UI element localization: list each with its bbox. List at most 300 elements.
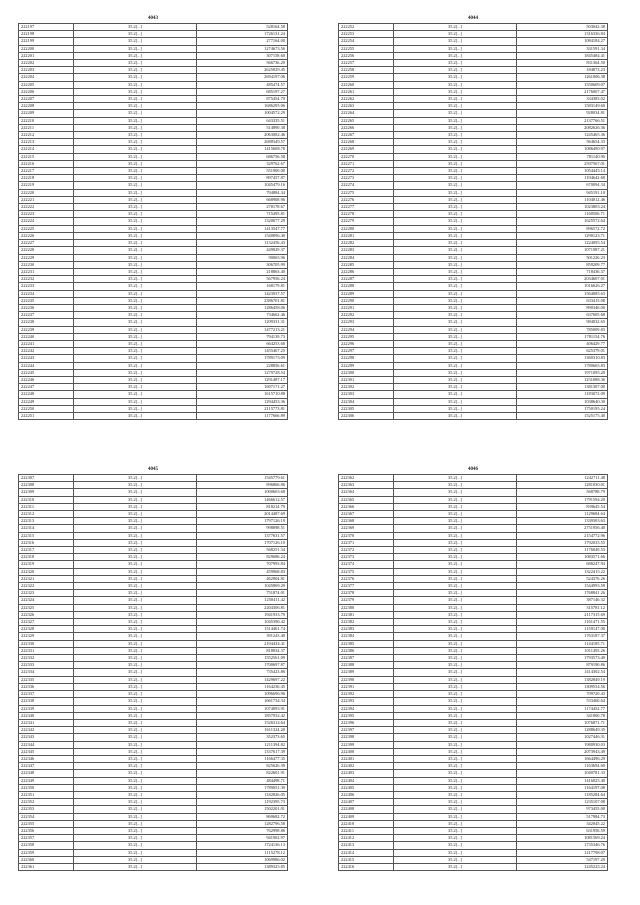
value-cell: 406429.77 [517, 340, 608, 347]
coordinate-cell: 35.2[...] [74, 153, 197, 160]
table-row [19, 770, 288, 777]
table-row [19, 348, 288, 355]
coordinate-cell: 35.2[...] [394, 290, 517, 297]
table-row [19, 784, 288, 791]
row-id-cell: 222333 [19, 662, 74, 669]
table-row [339, 583, 608, 590]
value-cell: 334383.02 [517, 96, 608, 103]
table-row [19, 640, 288, 647]
table-row [339, 52, 608, 59]
value-cell: 781140.96 [517, 153, 608, 160]
value-cell: 2194434.41 [197, 640, 288, 647]
table-row [19, 633, 288, 640]
table-row [19, 655, 288, 662]
row-id-cell: 222413 [339, 842, 394, 849]
value-cell: 2625829.45 [197, 67, 288, 74]
value-cell: 1750195.24 [517, 405, 608, 412]
coordinate-cell: 35.2[...] [394, 856, 517, 863]
row-id-cell: 222363 [339, 482, 394, 489]
value-cell: 998898.51 [197, 525, 288, 532]
coordinate-cell: 35.2[...] [74, 261, 197, 268]
row-id-cell: 222305 [339, 405, 394, 412]
table-row [339, 304, 608, 311]
coordinate-cell: 35.2[...] [74, 539, 197, 546]
table-row [19, 619, 288, 626]
value-cell: 1797126.19 [197, 518, 288, 525]
row-id-cell: 222235 [19, 297, 74, 304]
row-id-cell: 222381 [339, 611, 394, 618]
value-cell: 668908.96 [197, 196, 288, 203]
table-row [19, 554, 288, 561]
value-cell: 1160506.71 [517, 211, 608, 218]
table-row [339, 45, 608, 52]
coordinate-cell: 35.2[...] [74, 799, 197, 806]
table-row [19, 813, 288, 820]
coordinate-cell: 35.2[...] [394, 153, 517, 160]
value-cell: 890346.00 [517, 304, 608, 311]
coordinate-cell: 35.2[...] [394, 633, 517, 640]
value-cell: 1023803.24 [517, 204, 608, 211]
row-id-cell: 222397 [339, 727, 394, 734]
table-row [19, 204, 288, 211]
row-id-cell: 222380 [339, 604, 394, 611]
row-id-cell: 222314 [19, 525, 74, 532]
coordinate-cell: 35.2[...] [394, 31, 517, 38]
coordinate-cell: 35.2[...] [74, 384, 197, 391]
coordinate-cell: 35.2[...] [74, 496, 197, 503]
table-row [339, 705, 608, 712]
table-row [19, 597, 288, 604]
coordinate-cell: 35.2[...] [74, 211, 197, 218]
row-id-cell: 222317 [19, 547, 74, 554]
coordinate-cell: 35.2[...] [394, 297, 517, 304]
coordinate-cell: 35.2[...] [74, 333, 197, 340]
value-cell: 459968.83 [197, 568, 288, 575]
row-id-cell: 222387 [339, 655, 394, 662]
table-row [19, 748, 288, 755]
row-id-cell: 222242 [19, 348, 74, 355]
table-row [339, 103, 608, 110]
value-cell: 1791594.20 [517, 496, 608, 503]
row-id-cell: 222281 [339, 232, 394, 239]
value-cell: 839645.54 [517, 503, 608, 510]
row-id-cell: 222246 [19, 376, 74, 383]
row-id-cell: 222248 [19, 391, 74, 398]
row-id-cell: 222309 [19, 489, 74, 496]
coordinate-cell: 35.2[...] [394, 590, 517, 597]
row-id-cell: 222231 [19, 268, 74, 275]
row-id-cell: 222274 [339, 182, 394, 189]
table-row [19, 96, 288, 103]
table-row [19, 496, 288, 503]
value-cell: 1309554.56 [517, 683, 608, 690]
coordinate-cell: 35.2[...] [74, 196, 197, 203]
table-row [339, 153, 608, 160]
row-id-cell: 222271 [339, 160, 394, 167]
value-cell: 1545779.61 [197, 475, 288, 482]
table-row [339, 539, 608, 546]
coordinate-cell: 35.2[...] [394, 547, 517, 554]
coordinate-cell: 35.2[...] [394, 60, 517, 67]
row-id-cell: 222233 [19, 283, 74, 290]
value-cell: 1793573.40 [517, 655, 608, 662]
table-row [19, 211, 288, 218]
table-row [339, 511, 608, 518]
value-cell: 794139.73 [197, 333, 288, 340]
row-id-cell: 222374 [339, 561, 394, 568]
row-id-cell: 222319 [19, 561, 74, 568]
coordinate-cell: 35.2[...] [394, 662, 517, 669]
value-cell: 1086490.97 [517, 146, 608, 153]
coordinate-cell: 35.2[...] [394, 38, 517, 45]
row-id-cell: 222354 [19, 813, 74, 820]
row-id-cell: 222249 [19, 398, 74, 405]
table-row [19, 669, 288, 676]
table-row [19, 662, 288, 669]
table-row [339, 849, 608, 856]
data-table [18, 23, 288, 420]
value-cell: 1081569.24 [517, 835, 608, 842]
value-cell: 1286458.06 [197, 304, 288, 311]
value-cell: 1502201.01 [197, 806, 288, 813]
coordinate-cell: 35.2[...] [74, 412, 197, 419]
table-row [19, 489, 288, 496]
coordinate-cell: 35.2[...] [394, 261, 517, 268]
table-row [339, 326, 608, 333]
row-id-cell: 222293 [339, 319, 394, 326]
table-row [339, 691, 608, 698]
value-cell: 859209.77 [517, 261, 608, 268]
value-cell: 897457.87 [197, 175, 288, 182]
value-cell: 1242711.48 [517, 475, 608, 482]
table-row [339, 799, 608, 806]
table-row [339, 482, 608, 489]
value-cell: 2014487.69 [197, 511, 288, 518]
row-id-cell: 222287 [339, 276, 394, 283]
table-row [339, 60, 608, 67]
coordinate-cell: 35.2[...] [394, 268, 517, 275]
coordinate-cell: 35.2[...] [74, 489, 197, 496]
value-cell: 818214.79 [197, 503, 288, 510]
row-id-cell: 222409 [339, 813, 394, 820]
row-id-cell: 222416 [339, 863, 394, 870]
coordinate-cell: 35.2[...] [74, 532, 197, 539]
table-row [19, 24, 288, 31]
row-id-cell: 222371 [339, 539, 394, 546]
row-id-cell: 222375 [339, 568, 394, 575]
table-row [339, 863, 608, 870]
coordinate-cell: 35.2[...] [74, 355, 197, 362]
table-row [339, 489, 608, 496]
row-id-cell: 222359 [19, 849, 74, 856]
coordinate-cell: 35.2[...] [394, 863, 517, 870]
table-row [339, 856, 608, 863]
row-id-cell: 222219 [19, 182, 74, 189]
value-cell: 1192395.73 [197, 799, 288, 806]
table-row [19, 547, 288, 554]
coordinate-cell: 35.2[...] [74, 312, 197, 319]
value-cell: 1707126.10 [197, 539, 288, 546]
row-id-cell: 222207 [19, 96, 74, 103]
table-row [19, 326, 288, 333]
row-id-cell: 222401 [339, 755, 394, 762]
coordinate-cell: 35.2[...] [74, 168, 197, 175]
table-row [19, 247, 288, 254]
value-cell: 2176007.47 [517, 88, 608, 95]
row-id-cell: 222210 [19, 117, 74, 124]
row-id-cell: 222335 [19, 676, 74, 683]
value-cell: 218863.40 [197, 268, 288, 275]
row-id-cell: 222224 [19, 218, 74, 225]
panel-4043 [18, 14, 288, 420]
value-cell: 329762.67 [197, 160, 288, 167]
value-cell: 1185284.64 [517, 791, 608, 798]
coordinate-cell: 35.2[...] [74, 547, 197, 554]
table-row [339, 683, 608, 690]
table-row [339, 225, 608, 232]
value-cell: 664253.68 [197, 340, 288, 347]
row-id-cell: 222272 [339, 168, 394, 175]
value-cell: 1389325.85 [197, 863, 288, 870]
value-cell: 168179.81 [197, 283, 288, 290]
row-id-cell: 222412 [339, 835, 394, 842]
table-row [339, 597, 608, 604]
row-id-cell: 222343 [19, 734, 74, 741]
table-row [19, 340, 288, 347]
table-row [339, 218, 608, 225]
coordinate-cell: 35.2[...] [74, 124, 197, 131]
table-row [19, 290, 288, 297]
table-row [339, 355, 608, 362]
value-cell: 1526314.64 [197, 719, 288, 726]
table-row [339, 698, 608, 705]
row-id-cell: 222261 [339, 88, 394, 95]
coordinate-cell: 35.2[...] [74, 139, 197, 146]
coordinate-cell: 35.2[...] [394, 619, 517, 626]
coordinate-cell: 35.2[...] [74, 117, 197, 124]
value-cell: 528164.58 [197, 24, 288, 31]
table-row [339, 67, 608, 74]
table-row [19, 604, 288, 611]
row-id-cell: 222255 [339, 45, 394, 52]
coordinate-cell: 35.2[...] [394, 110, 517, 117]
coordinate-cell: 35.2[...] [74, 511, 197, 518]
table-row [339, 146, 608, 153]
table-row [339, 110, 608, 117]
coordinate-cell: 35.2[...] [394, 835, 517, 842]
row-id-cell: 222226 [19, 232, 74, 239]
table-row [19, 297, 288, 304]
value-cell: 2034607.01 [517, 276, 608, 283]
value-cell: 1700697.87 [197, 662, 288, 669]
value-cell: 1016626.27 [517, 283, 608, 290]
coordinate-cell: 35.2[...] [394, 511, 517, 518]
row-id-cell: 222265 [339, 117, 394, 124]
coordinate-cell: 35.2[...] [74, 676, 197, 683]
value-cell: 1245225.24 [517, 863, 608, 870]
table-row [19, 175, 288, 182]
panel-4044 [338, 14, 608, 420]
table-row [19, 81, 288, 88]
value-cell: 735423.86 [197, 669, 288, 676]
row-id-cell: 222295 [339, 333, 394, 340]
table-row [19, 355, 288, 362]
value-cell: 1164197.08 [517, 784, 608, 791]
table-row [339, 568, 608, 575]
coordinate-cell: 35.2[...] [394, 362, 517, 369]
coordinate-cell: 35.2[...] [74, 554, 197, 561]
coordinate-cell: 35.2[...] [394, 842, 517, 849]
value-cell: 1724136.13 [197, 842, 288, 849]
row-id-cell: 222253 [339, 31, 394, 38]
coordinate-cell: 35.2[...] [394, 698, 517, 705]
table-row [339, 211, 608, 218]
value-cell: 1177666.89 [197, 412, 288, 419]
row-id-cell: 222215 [19, 153, 74, 160]
table-row [19, 268, 288, 275]
table-row [339, 813, 608, 820]
table-row [19, 369, 288, 376]
row-id-cell: 222296 [339, 340, 394, 347]
coordinate-cell: 35.2[...] [394, 391, 517, 398]
value-cell: 1274673.56 [197, 45, 288, 52]
table-row [339, 640, 608, 647]
table-row [339, 38, 608, 45]
table-row [19, 38, 288, 45]
value-cell: 945191.10 [517, 189, 608, 196]
row-id-cell: 222316 [19, 539, 74, 546]
row-id-cell: 222414 [339, 849, 394, 856]
value-cell: 1211394.82 [197, 741, 288, 748]
row-id-cell: 222396 [339, 719, 394, 726]
value-cell: 1416025.40 [517, 777, 608, 784]
coordinate-cell: 35.2[...] [74, 268, 197, 275]
coordinate-cell: 35.2[...] [394, 539, 517, 546]
value-cell: 564654.33 [517, 139, 608, 146]
row-id-cell: 222322 [19, 583, 74, 590]
row-id-cell: 222393 [339, 698, 394, 705]
coordinate-cell: 35.2[...] [74, 669, 197, 676]
row-id-cell: 222310 [19, 496, 74, 503]
value-cell: 1224095.54 [517, 240, 608, 247]
row-id-cell: 222369 [339, 525, 394, 532]
row-id-cell: 222269 [339, 146, 394, 153]
coordinate-cell: 35.2[...] [394, 211, 517, 218]
coordinate-cell: 35.2[...] [394, 196, 517, 203]
row-id-cell: 222339 [19, 705, 74, 712]
value-cell: 184873.23 [517, 67, 608, 74]
coordinate-cell: 35.2[...] [74, 81, 197, 88]
coordinate-cell: 35.2[...] [394, 784, 517, 791]
table-row [339, 24, 608, 31]
coordinate-cell: 35.2[...] [74, 74, 197, 81]
table-row [339, 518, 608, 525]
value-cell: 1686295.06 [197, 103, 288, 110]
value-cell: 1279728.54 [197, 369, 288, 376]
table-row [339, 348, 608, 355]
value-cell: 1768841.26 [517, 590, 608, 597]
row-id-cell: 222267 [339, 132, 394, 139]
value-cell: 352373.65 [197, 734, 288, 741]
coordinate-cell: 35.2[...] [394, 88, 517, 95]
coordinate-cell: 35.2[...] [394, 52, 517, 59]
table-row [19, 153, 288, 160]
row-id-cell: 222200 [19, 45, 74, 52]
coordinate-cell: 35.2[...] [394, 640, 517, 647]
value-cell: 1183072.09 [517, 391, 608, 398]
row-id-cell: 222278 [339, 211, 394, 218]
coordinate-cell: 35.2[...] [74, 827, 197, 834]
coordinate-cell: 35.2[...] [74, 326, 197, 333]
coordinate-cell: 35.2[...] [394, 276, 517, 283]
row-id-cell: 222312 [19, 511, 74, 518]
value-cell: 686756.58 [197, 153, 288, 160]
value-cell: 1611324.20 [197, 727, 288, 734]
table-row [339, 96, 608, 103]
row-id-cell: 222238 [19, 319, 74, 326]
row-id-cell: 222259 [339, 74, 394, 81]
coordinate-cell: 35.2[...] [394, 489, 517, 496]
value-cell: 734662.46 [197, 312, 288, 319]
row-id-cell: 222209 [19, 110, 74, 117]
value-cell: 517984.73 [517, 813, 608, 820]
table-row [339, 74, 608, 81]
value-cell: 1104012.46 [517, 196, 608, 203]
coordinate-cell: 35.2[...] [74, 348, 197, 355]
value-cell: 568788.79 [517, 489, 608, 496]
value-cell: 2063082.46 [197, 132, 288, 139]
value-cell: 2115773.81 [197, 405, 288, 412]
table-row [339, 820, 608, 827]
coordinate-cell: 35.2[...] [394, 849, 517, 856]
coordinate-cell: 35.2[...] [74, 31, 197, 38]
coordinate-cell: 35.2[...] [74, 60, 197, 67]
coordinate-cell: 35.2[...] [74, 655, 197, 662]
coordinate-cell: 35.2[...] [74, 611, 197, 618]
coordinate-cell: 35.2[...] [394, 132, 517, 139]
coordinate-cell: 35.2[...] [74, 319, 197, 326]
table-row [339, 391, 608, 398]
row-id-cell: 222408 [339, 806, 394, 813]
table-row [19, 691, 288, 698]
row-id-cell: 222329 [19, 633, 74, 640]
row-id-cell: 222370 [339, 532, 394, 539]
coordinate-cell: 35.2[...] [74, 88, 197, 95]
table-row [339, 312, 608, 319]
data-table [338, 474, 608, 871]
row-id-cell: 222285 [339, 261, 394, 268]
value-cell: 1096696.96 [197, 691, 288, 698]
row-id-cell: 222212 [19, 132, 74, 139]
table-row [19, 74, 288, 81]
coordinate-cell: 35.2[...] [394, 475, 517, 482]
row-id-cell: 222347 [19, 763, 74, 770]
table-row [339, 842, 608, 849]
value-cell: 566736.20 [197, 60, 288, 67]
row-id-cell: 222332 [19, 655, 74, 662]
value-cell: 1045479.16 [197, 182, 288, 189]
value-cell: 331591.34 [517, 45, 608, 52]
value-cell: 1661734.34 [197, 698, 288, 705]
coordinate-cell: 35.2[...] [74, 662, 197, 669]
coordinate-cell: 35.2[...] [394, 748, 517, 755]
panel-4046 [338, 465, 608, 871]
value-cell: 1291487.17 [197, 376, 288, 383]
value-cell: 2082626.36 [517, 124, 608, 131]
row-id-cell: 222307 [19, 475, 74, 482]
coordinate-cell: 35.2[...] [74, 290, 197, 297]
row-id-cell: 222308 [19, 482, 74, 489]
